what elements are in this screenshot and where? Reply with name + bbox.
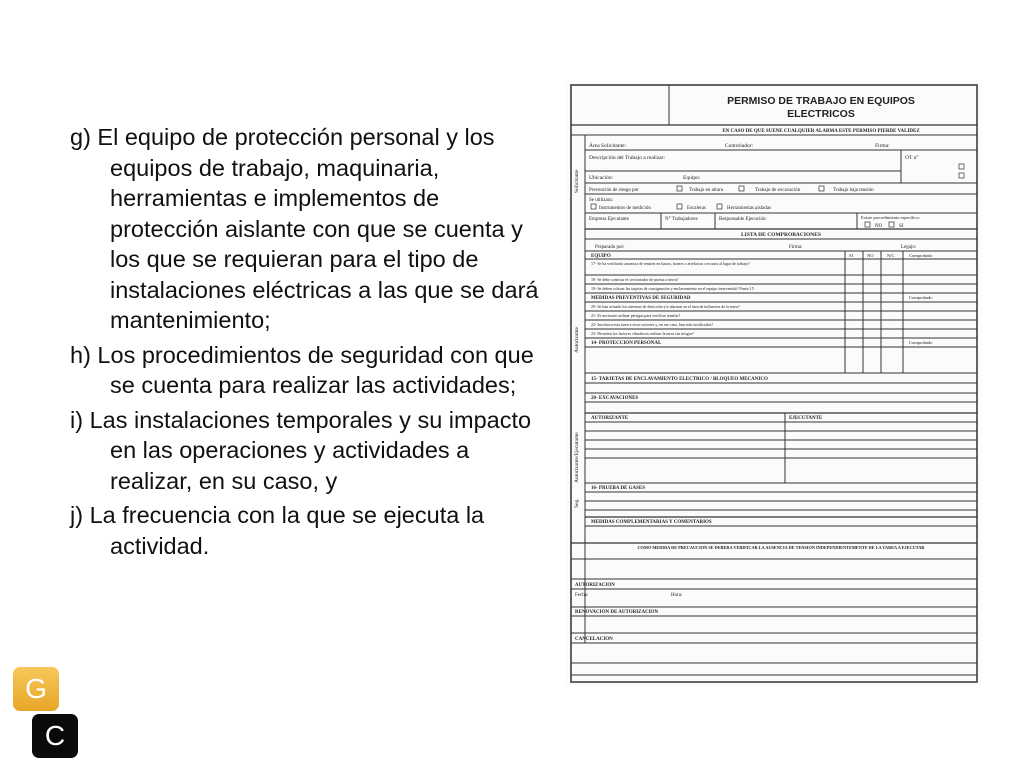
legajo-label: Legajo: — [901, 245, 917, 250]
list-item-j: j) La frecuencia con la que se ejecuta la actividad. — [70, 502, 485, 559]
row-area-label: Área Solicitante: — [589, 143, 627, 149]
sec-excavaciones-heading: 20- EXCAVACIONES — [591, 396, 639, 401]
question-19: 19- Se deben colocar las tarjetas de consignación y enclavamiento en el equipo intervenido? Punto 15 — [591, 286, 754, 291]
opt-no-label: NO — [875, 224, 883, 229]
row-ubicacion-label: Ubicación: — [589, 175, 614, 181]
row-controlador-label: Controlador: — [725, 143, 754, 149]
row-responsable-label: Responsable Ejecución: — [719, 217, 767, 222]
sec-equipo-heading: EQUIPO — [591, 254, 611, 259]
question-22: 22- Involucra esta tarea a otros sectores y, en ese caso, han sido notificados? — [591, 322, 714, 327]
opt-si-label: SI — [899, 224, 904, 229]
row-procedimiento-label: Existe procedimiento específico: — [861, 215, 920, 220]
bullet-text-block — [70, 122, 540, 565]
col-no-1: NO — [867, 253, 874, 258]
list-item-h: h) Los procedimientos de seguridad con que se cuenta para realizar las actividades; — [70, 341, 534, 398]
row-descripcion-label: Descripción del Trabajo a realizar: — [589, 155, 666, 161]
question-20: 20- Se han avisado los sistemas de detección y/o alarmas en el área de influencia de la tarea? — [591, 304, 740, 309]
sec-autorizante-heading: AUTORIZANTE — [591, 416, 629, 421]
sec-proteccion-heading: 14- PROTECCION PERSONAL — [591, 341, 662, 346]
row-altura-label: Trabajo en altura — [689, 188, 723, 193]
logo-g-icon: G — [13, 667, 59, 711]
row-instrumentos-label: Instrumentos de medición — [599, 206, 651, 211]
precaucion-text: COMO MEDIDA DE PRECAUCION SE DEBERA VERIFICAR LA AUSENCIA DE TENSION INDEPENDIENTEMENTE DE LA TAREA A EJECUTAR — [637, 545, 925, 550]
sec-gases-heading: 16- PRUEBA DE GASES — [591, 486, 646, 491]
col-nc-1: N/C — [887, 253, 895, 258]
row-excavacion-label: Trabajo de excavación — [755, 188, 801, 193]
side-label-autorizante: Autorizante — [574, 327, 580, 353]
list-item-i: i) Las instalaciones temporales y su impacto en las operaciones y actividades a realizar, en su caso, y — [70, 406, 532, 494]
row-prevencion-label: Prevención de riesgo por — [589, 188, 639, 193]
side-label-solicitante: Solicitante — [574, 169, 580, 193]
row-ot-label: OT n° — [905, 155, 919, 161]
sec-complementarias-heading: MEDIDAS COMPLEMENTARIAS Y COMENTARIOS — [591, 520, 712, 525]
form-title-line2: ELECTRICOS — [787, 108, 855, 120]
sec-medidas-heading: MEDIDAS PREVENTIVAS DE SEGURIDAD — [591, 296, 691, 301]
logo-c-icon: C — [32, 714, 78, 758]
col-comprobado-1: Comprobado — [909, 253, 933, 258]
row-utilizara-label: Se utilizara: — [589, 198, 614, 203]
sec-cancelacion-heading: CANCELACION — [575, 637, 613, 642]
list-item-g: g) El equipo de protección personal y los equipos de trabajo, maquinaria, herramientas e implementos de protección aislante con que se cuenta y los que se requieran para el tipo de instalaciones eléctricas a las que se dará mantenimiento; — [70, 124, 539, 333]
question-21: 21- Es necesario utilizar pértigas para verificar tensión? — [591, 313, 681, 318]
question-23: 23- Permiten los factores climáticos realizar la tarea sin riesgos? — [591, 331, 694, 336]
form-title-line1: PERMISO DE TRABAJO EN EQUIPOS — [727, 95, 915, 107]
preparado-label: Preparado por: — [595, 245, 625, 250]
sec-renovacion-heading: RENOVACION DE AUTORIZACION — [575, 610, 659, 615]
fecha-label-1: Fecha: — [575, 593, 589, 598]
col-comprobado-2: Comprobado — [909, 295, 933, 300]
side-label-seg: Seg. — [574, 498, 580, 508]
form-warning: EN CASO DE QUE SUENE CUALQUIER ALARMA ESTE PERMISO PIERDE VALIDEZ — [722, 129, 920, 134]
row-trabajadores-label: N° Trabajadores — [665, 217, 698, 222]
row-baja-label: Trabajo baja tensión — [833, 188, 874, 193]
hora-label-1: Hora: — [671, 593, 683, 598]
lista-heading: LISTA DE COMPROBACIONES — [741, 232, 821, 238]
row-equipo-label: Equipo: — [683, 175, 701, 181]
side-label-autorizante-ejecutante: Autorizante/Ejecutante — [574, 432, 580, 483]
sec-autorizacion-heading: AUTORIZACION — [575, 583, 615, 588]
row-firma-label: Firma: — [875, 143, 890, 149]
firma2-label: Firma: — [789, 245, 803, 250]
row-empresa-label: Empresa Ejecutante — [589, 217, 629, 222]
row-escaleras-label: Escaleras — [687, 206, 706, 211]
row-herramientas-label: Herramientas aisladas — [727, 206, 772, 211]
work-permit-form-image — [565, 83, 981, 686]
sec-ejecutante-heading: EJECUTANTE — [789, 416, 823, 421]
sec-tarjetas-heading: 15- TARJETAS DE ENCLAVAMIENTO ELECTRICO / BLOQUEO MECANICO — [591, 377, 768, 382]
col-si-1: SI — [849, 253, 854, 258]
col-comprobado-3: Comprobado — [909, 340, 933, 345]
question-18: 18- Se debe conectar el seccionador de puesta a tierra? — [591, 277, 679, 282]
question-17: 17- Se ha verificado ausencia de tensión en barras, bornes o artefactos cercanos al lugar de trabajo? — [591, 261, 750, 266]
